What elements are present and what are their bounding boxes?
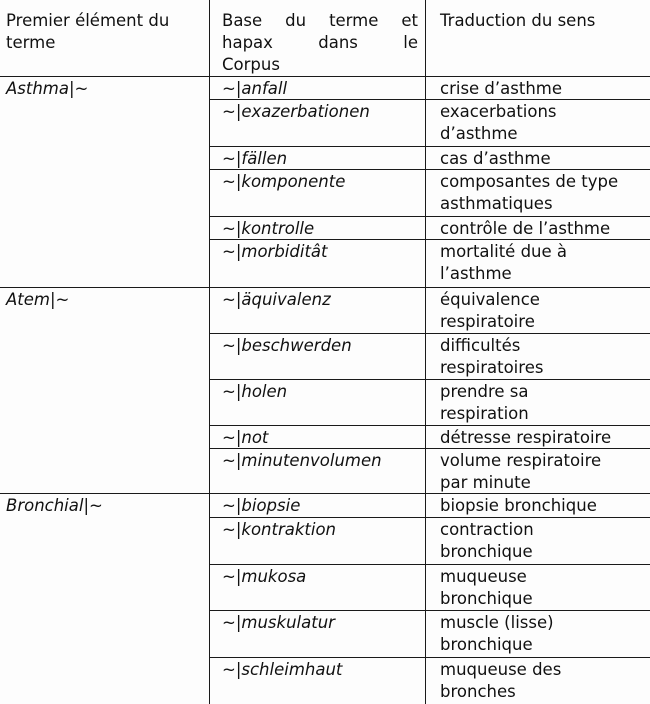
group-divider bbox=[0, 287, 650, 288]
translation: composantes de type bbox=[440, 172, 619, 191]
header-col2-word: du bbox=[285, 11, 307, 30]
translation: exacerbations bbox=[440, 102, 557, 121]
base-term: ~|fällen bbox=[222, 149, 288, 168]
translation: respiration bbox=[440, 404, 529, 423]
header-col2-word: Base bbox=[222, 11, 263, 30]
translation: volume respiratoire bbox=[440, 451, 602, 470]
translation: respiratoires bbox=[440, 358, 544, 377]
translation: bronchique bbox=[440, 635, 533, 654]
base-term: ~|beschwerden bbox=[222, 336, 352, 355]
translation: par minute bbox=[440, 473, 531, 492]
base-term: ~|komponente bbox=[222, 172, 346, 191]
translation: bronches bbox=[440, 682, 516, 701]
header-col2-word: dans bbox=[318, 33, 358, 52]
translation: muscle (lisse) bbox=[440, 613, 554, 632]
column-divider bbox=[425, 0, 426, 704]
base-term: ~|not bbox=[222, 428, 269, 447]
row-divider bbox=[209, 517, 650, 518]
row-divider bbox=[209, 146, 650, 147]
translation: muqueuse bbox=[440, 567, 527, 586]
header-col3: Traduction du sens bbox=[440, 11, 596, 30]
header-col2-line1 bbox=[222, 10, 418, 32]
translation: respiratoire bbox=[440, 312, 535, 331]
base-term: ~|mukosa bbox=[222, 567, 307, 586]
header-divider bbox=[0, 76, 650, 77]
translation: l’asthme bbox=[440, 264, 512, 283]
base-term: ~|schleimhaut bbox=[222, 660, 343, 679]
translation: muqueuse des bbox=[440, 660, 562, 679]
base-term: ~|äquivalenz bbox=[222, 290, 331, 309]
header-col1-line1: Premier élément du bbox=[6, 11, 170, 30]
base-term: ~|minutenvolumen bbox=[222, 451, 382, 470]
header-col2-word: et bbox=[401, 11, 418, 30]
row-divider bbox=[209, 333, 650, 334]
header-col1-line2: terme bbox=[6, 33, 56, 52]
base-term: ~|biopsie bbox=[222, 496, 301, 515]
translation: d’asthme bbox=[440, 124, 518, 143]
prefix-cell: Asthma|~ bbox=[6, 79, 89, 98]
translation: asthmatiques bbox=[440, 194, 553, 213]
prefix-cell: Atem|~ bbox=[6, 290, 70, 309]
translation: difficultés bbox=[440, 336, 521, 355]
base-term: ~|kontrolle bbox=[222, 219, 315, 238]
row-divider bbox=[209, 564, 650, 565]
base-term: ~|exazerbationen bbox=[222, 102, 370, 121]
translation: contraction bbox=[440, 520, 534, 539]
row-divider bbox=[209, 610, 650, 611]
translation: cas d’asthme bbox=[440, 149, 551, 168]
base-term: ~|kontraktion bbox=[222, 520, 337, 539]
header-col2-word: terme bbox=[329, 11, 379, 30]
header-col2-line2 bbox=[222, 32, 418, 54]
base-term: ~|morbiditât bbox=[222, 242, 328, 261]
translation: équivalence bbox=[440, 290, 540, 309]
row-divider bbox=[209, 379, 650, 380]
prefix-cell: Bronchial|~ bbox=[6, 496, 103, 515]
header-col2-word: hapax bbox=[222, 33, 273, 52]
base-term: ~|holen bbox=[222, 382, 288, 401]
translation: détresse respiratoire bbox=[440, 428, 612, 447]
column-divider bbox=[209, 0, 210, 704]
translation: mortalité due à bbox=[440, 242, 568, 261]
row-divider bbox=[209, 657, 650, 658]
translation: bronchique bbox=[440, 542, 533, 561]
header-col2-line3: Corpus bbox=[222, 55, 280, 74]
header-col2-word: le bbox=[403, 33, 418, 52]
translation: bronchique bbox=[440, 589, 533, 608]
translation: contrôle de l’asthme bbox=[440, 219, 611, 238]
base-term: ~|anfall bbox=[222, 79, 288, 98]
translation: biopsie bronchique bbox=[440, 496, 597, 515]
row-divider bbox=[209, 425, 650, 426]
translation: prendre sa bbox=[440, 382, 529, 401]
base-term: ~|muskulatur bbox=[222, 613, 335, 632]
translation: crise d’asthme bbox=[440, 79, 563, 98]
row-divider bbox=[209, 216, 650, 217]
